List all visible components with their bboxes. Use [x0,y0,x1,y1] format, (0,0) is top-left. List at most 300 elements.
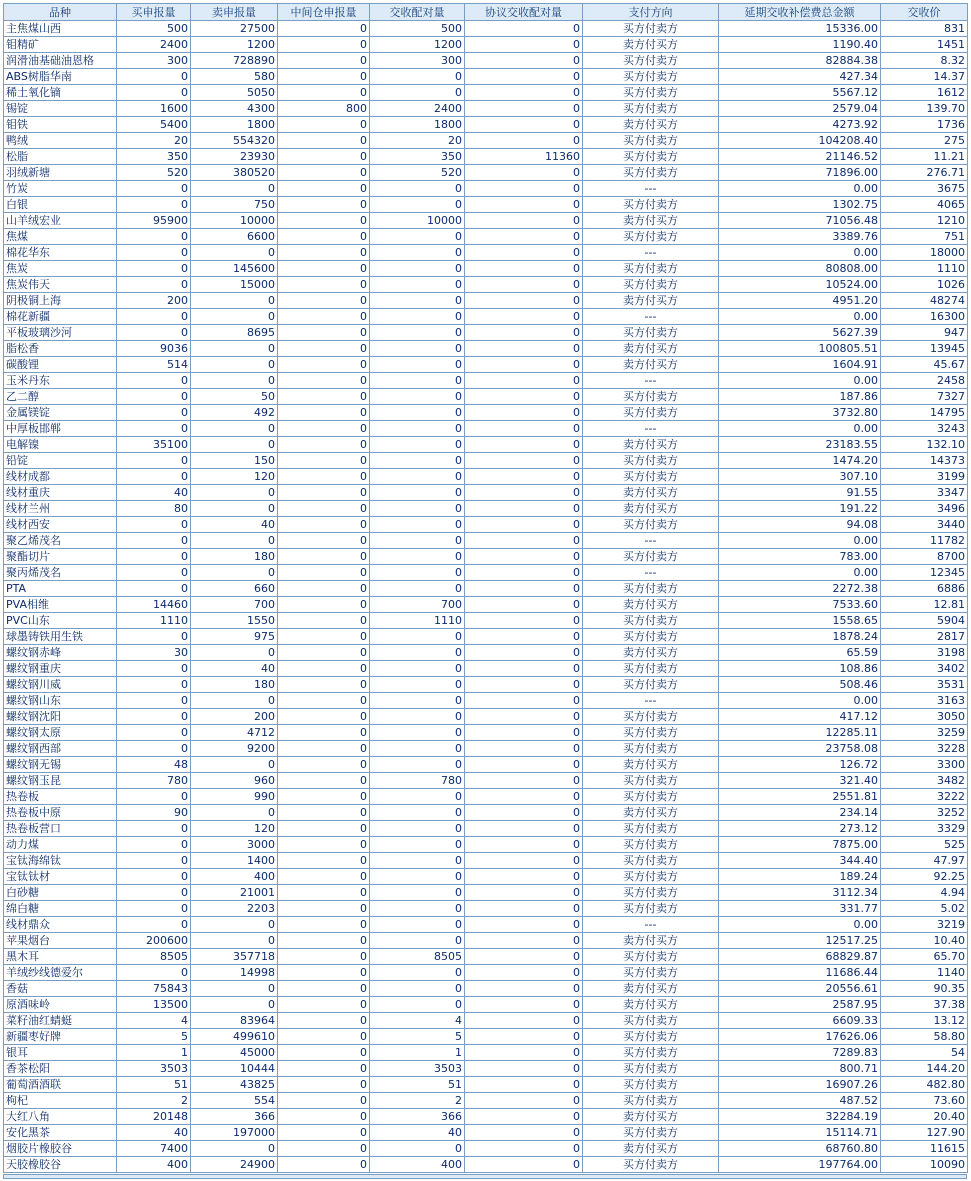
cell-buy-qty: 7400 [117,1141,191,1157]
cell-product: 线材成都 [4,469,117,485]
cell-match-qty: 0 [370,661,465,677]
table-row [4,101,968,117]
cell-match-qty: 10000 [370,213,465,229]
cell-product: 棉花新疆 [4,309,117,325]
table-row [4,949,968,965]
cell-price: 37.38 [881,997,968,1013]
cell-pay-direction: 买方付卖方 [583,725,719,741]
cell-agreement-qty: 0 [465,805,583,821]
table-row [4,53,968,69]
cell-agreement-qty: 0 [465,325,583,341]
table-row [4,341,968,357]
cell-buy-qty: 0 [117,469,191,485]
cell-mid-qty: 0 [278,709,370,725]
cell-compensation: 71896.00 [719,165,881,181]
cell-compensation: 0.00 [719,917,881,933]
table-row [4,277,968,293]
cell-sell-qty: 700 [191,597,278,613]
cell-price: 3163 [881,693,968,709]
cell-match-qty: 0 [370,453,465,469]
cell-match-qty: 0 [370,933,465,949]
table-row [4,1157,968,1173]
cell-mid-qty: 0 [278,165,370,181]
cell-match-qty: 1 [370,1045,465,1061]
table-row [4,261,968,277]
cell-product: 螺纹钢川威 [4,677,117,693]
cell-sell-qty: 0 [191,533,278,549]
cell-product: 竹炭 [4,181,117,197]
cell-mid-qty: 0 [278,277,370,293]
cell-price: 13945 [881,341,968,357]
cell-pay-direction: 卖方付买方 [583,341,719,357]
cell-agreement-qty: 0 [465,1045,583,1061]
cell-match-qty: 520 [370,165,465,181]
cell-mid-qty: 0 [278,645,370,661]
cell-product: 线材西安 [4,517,117,533]
cell-product: 松脂 [4,149,117,165]
cell-compensation: 2551.81 [719,789,881,805]
cell-compensation: 2272.38 [719,581,881,597]
table-row [4,821,968,837]
cell-sell-qty: 400 [191,869,278,885]
cell-compensation: 6609.33 [719,1013,881,1029]
cell-mid-qty: 0 [278,245,370,261]
cell-agreement-qty: 0 [465,901,583,917]
table-row [4,149,968,165]
cell-product: 原酒味岭 [4,997,117,1013]
table-row [4,21,968,37]
cell-sell-qty: 200 [191,709,278,725]
cell-mid-qty: 0 [278,69,370,85]
cell-price: 276.71 [881,165,968,181]
cell-sell-qty: 180 [191,549,278,565]
cell-sell-qty: 0 [191,181,278,197]
cell-agreement-qty: 0 [465,677,583,693]
cell-compensation: 94.08 [719,517,881,533]
cell-sell-qty: 40 [191,661,278,677]
cell-product: 绵白糖 [4,901,117,917]
cell-buy-qty: 0 [117,85,191,101]
cell-buy-qty: 0 [117,693,191,709]
cell-sell-qty: 380520 [191,165,278,181]
cell-match-qty: 0 [370,245,465,261]
cell-mid-qty: 0 [278,613,370,629]
cell-product: 鸭绒 [4,133,117,149]
cell-agreement-qty: 0 [465,421,583,437]
cell-compensation: 82884.38 [719,53,881,69]
cell-sell-qty: 1200 [191,37,278,53]
cell-sell-qty: 145600 [191,261,278,277]
cell-product: 脂松香 [4,341,117,357]
cell-mid-qty: 0 [278,1109,370,1125]
cell-mid-qty: 0 [278,549,370,565]
cell-sell-qty: 197000 [191,1125,278,1141]
cell-sell-qty: 0 [191,245,278,261]
cell-pay-direction: 买方付卖方 [583,901,719,917]
cell-match-qty: 0 [370,373,465,389]
cell-mid-qty: 0 [278,1141,370,1157]
table-row [4,117,968,133]
cell-mid-qty: 0 [278,741,370,757]
cell-mid-qty: 0 [278,133,370,149]
cell-product: 大红八角 [4,1109,117,1125]
cell-pay-direction: 卖方付买方 [583,997,719,1013]
cell-buy-qty: 0 [117,661,191,677]
cell-price: 3496 [881,501,968,517]
cell-product: 阴极铜上海 [4,293,117,309]
cell-pay-direction: 买方付卖方 [583,69,719,85]
table-row [4,597,968,613]
cell-buy-qty: 0 [117,69,191,85]
cell-product: 乙二醇 [4,389,117,405]
cell-product: 螺纹钢山东 [4,693,117,709]
cell-agreement-qty: 0 [465,1061,583,1077]
cell-buy-qty: 0 [117,549,191,565]
cell-match-qty: 0 [370,997,465,1013]
table-row [4,645,968,661]
cell-sell-qty: 0 [191,693,278,709]
cell-mid-qty: 0 [278,421,370,437]
cell-compensation: 20556.61 [719,981,881,997]
cell-buy-qty: 13500 [117,997,191,1013]
cell-agreement-qty: 0 [465,53,583,69]
cell-match-qty: 0 [370,405,465,421]
cell-compensation: 0.00 [719,565,881,581]
cell-agreement-qty: 0 [465,613,583,629]
table-row [4,1013,968,1029]
cell-agreement-qty: 0 [465,1157,583,1173]
cell-buy-qty: 75843 [117,981,191,997]
cell-mid-qty: 0 [278,901,370,917]
cell-sell-qty: 0 [191,1141,278,1157]
cell-pay-direction: 卖方付买方 [583,357,719,373]
cell-mid-qty: 0 [278,261,370,277]
table-row [4,165,968,181]
cell-match-qty: 0 [370,341,465,357]
cell-price: 18000 [881,245,968,261]
cell-mid-qty: 0 [278,149,370,165]
cell-compensation: 197764.00 [719,1157,881,1173]
cell-compensation: 783.00 [719,549,881,565]
cell-product: 菜籽油红蜻蜓 [4,1013,117,1029]
table-row [4,213,968,229]
cell-agreement-qty: 0 [465,741,583,757]
cell-sell-qty: 14998 [191,965,278,981]
cell-match-qty: 0 [370,757,465,773]
cell-price: 14373 [881,453,968,469]
cell-buy-qty: 0 [117,229,191,245]
cell-match-qty: 0 [370,277,465,293]
cell-mid-qty: 0 [278,757,370,773]
cell-buy-qty: 4 [117,1013,191,1029]
table-row [4,309,968,325]
cell-match-qty: 0 [370,837,465,853]
cell-pay-direction: 买方付卖方 [583,325,719,341]
cell-pay-direction: 卖方付买方 [583,293,719,309]
cell-sell-qty: 0 [191,373,278,389]
cell-match-qty: 0 [370,1141,465,1157]
cell-sell-qty: 150 [191,453,278,469]
cell-product: 烟胶片橡胶谷 [4,1141,117,1157]
cell-compensation: 126.72 [719,757,881,773]
cell-agreement-qty: 0 [465,597,583,613]
cell-mid-qty: 0 [278,21,370,37]
cell-agreement-qty: 0 [465,309,583,325]
cell-match-qty: 500 [370,21,465,37]
cell-agreement-qty: 0 [465,357,583,373]
table-row [4,629,968,645]
cell-compensation: 15336.00 [719,21,881,37]
cell-match-qty: 0 [370,821,465,837]
cell-sell-qty: 0 [191,421,278,437]
cell-product: 羽绒新塘 [4,165,117,181]
cell-pay-direction: 买方付卖方 [583,741,719,757]
cell-match-qty: 400 [370,1157,465,1173]
cell-match-qty: 0 [370,325,465,341]
cell-price: 58.80 [881,1029,968,1045]
cell-compensation: 1190.40 [719,37,881,53]
cell-match-qty: 0 [370,517,465,533]
cell-buy-qty: 0 [117,533,191,549]
cell-pay-direction: 买方付卖方 [583,133,719,149]
cell-price: 3300 [881,757,968,773]
cell-sell-qty: 10000 [191,213,278,229]
cell-buy-qty: 0 [117,277,191,293]
cell-agreement-qty: 0 [465,469,583,485]
cell-price: 7327 [881,389,968,405]
cell-mid-qty: 0 [278,933,370,949]
header-price: 交收价 [881,4,968,21]
table-row [4,837,968,853]
table-row [4,1045,968,1061]
cell-product: 钼铁 [4,117,117,133]
cell-pay-direction: --- [583,373,719,389]
cell-compensation: 11686.44 [719,965,881,981]
cell-sell-qty: 24900 [191,1157,278,1173]
cell-mid-qty: 0 [278,213,370,229]
cell-pay-direction: 卖方付买方 [583,933,719,949]
cell-compensation: 2587.95 [719,997,881,1013]
cell-agreement-qty: 0 [465,405,583,421]
cell-mid-qty: 0 [278,469,370,485]
cell-match-qty: 5 [370,1029,465,1045]
cell-compensation: 68760.80 [719,1141,881,1157]
cell-pay-direction: --- [583,693,719,709]
cell-price: 3482 [881,773,968,789]
cell-sell-qty: 0 [191,309,278,325]
cell-agreement-qty: 0 [465,629,583,645]
cell-buy-qty: 200 [117,293,191,309]
cell-agreement-qty: 0 [465,693,583,709]
cell-compensation: 15114.71 [719,1125,881,1141]
cell-price: 16300 [881,309,968,325]
cell-match-qty: 0 [370,565,465,581]
cell-pay-direction: 买方付卖方 [583,197,719,213]
cell-price: 14.37 [881,69,968,85]
cell-buy-qty: 3503 [117,1061,191,1077]
cell-mid-qty: 0 [278,437,370,453]
cell-price: 5904 [881,613,968,629]
cell-pay-direction: 买方付卖方 [583,1045,719,1061]
cell-buy-qty: 2400 [117,37,191,53]
cell-match-qty: 1800 [370,117,465,133]
cell-sell-qty: 0 [191,357,278,373]
cell-pay-direction: 买方付卖方 [583,165,719,181]
cell-agreement-qty: 0 [465,373,583,389]
cell-match-qty: 40 [370,1125,465,1141]
cell-compensation: 4951.20 [719,293,881,309]
cell-price: 2817 [881,629,968,645]
cell-product: PTA [4,581,117,597]
cell-price: 11615 [881,1141,968,1157]
header-row [4,4,968,21]
cell-price: 132.10 [881,437,968,453]
cell-pay-direction: 买方付卖方 [583,549,719,565]
cell-product: 螺纹钢无锡 [4,757,117,773]
cell-mid-qty: 0 [278,341,370,357]
cell-price: 11.21 [881,149,968,165]
table-row [4,405,968,421]
cell-product: 苹果烟台 [4,933,117,949]
cell-price: 3402 [881,661,968,677]
cell-pay-direction: 卖方付买方 [583,1141,719,1157]
cell-price: 1210 [881,213,968,229]
cell-buy-qty: 0 [117,405,191,421]
cell-agreement-qty: 0 [465,1077,583,1093]
cell-price: 275 [881,133,968,149]
table-row [4,853,968,869]
cell-buy-qty: 0 [117,373,191,389]
cell-match-qty: 350 [370,149,465,165]
cell-agreement-qty: 0 [465,565,583,581]
cell-buy-qty: 30 [117,645,191,661]
cell-compensation: 16907.26 [719,1077,881,1093]
cell-buy-qty: 500 [117,21,191,37]
cell-match-qty: 0 [370,197,465,213]
cell-mid-qty: 0 [278,885,370,901]
cell-sell-qty: 15000 [191,277,278,293]
cell-mid-qty: 0 [278,677,370,693]
cell-agreement-qty: 0 [465,1141,583,1157]
cell-agreement-qty: 0 [465,197,583,213]
cell-buy-qty: 200600 [117,933,191,949]
cell-product: 线材鼎众 [4,917,117,933]
cell-compensation: 427.34 [719,69,881,85]
cell-product: ABS树脂华南 [4,69,117,85]
cell-price: 144.20 [881,1061,968,1077]
cell-match-qty: 780 [370,773,465,789]
cell-buy-qty: 400 [117,1157,191,1173]
cell-mid-qty: 0 [278,981,370,997]
cell-pay-direction: 卖方付买方 [583,213,719,229]
cell-buy-qty: 0 [117,901,191,917]
cell-sell-qty: 6600 [191,229,278,245]
cell-product: 聚酯切片 [4,549,117,565]
cell-match-qty: 0 [370,677,465,693]
table-row [4,1077,968,1093]
cell-sell-qty: 0 [191,917,278,933]
cell-compensation: 1302.75 [719,197,881,213]
cell-match-qty: 0 [370,357,465,373]
cell-mid-qty: 0 [278,1157,370,1173]
cell-product: 葡萄酒酒联 [4,1077,117,1093]
cell-pay-direction: 买方付卖方 [583,885,719,901]
cell-compensation: 7875.00 [719,837,881,853]
cell-price: 139.70 [881,101,968,117]
cell-product: 球墨铸铁用生铁 [4,629,117,645]
table-row [4,565,968,581]
cell-pay-direction: 买方付卖方 [583,581,719,597]
cell-pay-direction: 买方付卖方 [583,277,719,293]
cell-product: 螺纹钢沈阳 [4,709,117,725]
cell-product: 螺纹钢重庆 [4,661,117,677]
cell-buy-qty: 40 [117,485,191,501]
cell-sell-qty: 21001 [191,885,278,901]
table-row [4,789,968,805]
cell-price: 3252 [881,805,968,821]
cell-sell-qty: 1400 [191,853,278,869]
cell-match-qty: 300 [370,53,465,69]
cell-pay-direction: 买方付卖方 [583,405,719,421]
table-row [4,453,968,469]
cell-match-qty: 0 [370,725,465,741]
cell-sell-qty: 366 [191,1109,278,1125]
cell-match-qty: 0 [370,581,465,597]
header-sell-qty: 卖申报量 [191,4,278,21]
table-row [4,661,968,677]
cell-match-qty: 0 [370,69,465,85]
cell-buy-qty: 5400 [117,117,191,133]
cell-mid-qty: 0 [278,581,370,597]
cell-buy-qty: 0 [117,453,191,469]
cell-pay-direction: 买方付卖方 [583,1029,719,1045]
cell-match-qty: 0 [370,917,465,933]
cell-mid-qty: 0 [278,805,370,821]
cell-sell-qty: 0 [191,565,278,581]
cell-price: 1026 [881,277,968,293]
cell-pay-direction: 买方付卖方 [583,1125,719,1141]
cell-sell-qty: 990 [191,789,278,805]
cell-compensation: 187.86 [719,389,881,405]
cell-product: 天胶橡胶谷 [4,1157,117,1173]
cell-product: 玉米丹东 [4,373,117,389]
cell-match-qty: 0 [370,85,465,101]
cell-price: 3222 [881,789,968,805]
cell-mid-qty: 0 [278,837,370,853]
cell-compensation: 71056.48 [719,213,881,229]
cell-product: PVA相维 [4,597,117,613]
table-row [4,549,968,565]
cell-agreement-qty: 0 [465,453,583,469]
cell-compensation: 2579.04 [719,101,881,117]
cell-agreement-qty: 0 [465,1013,583,1029]
cell-compensation: 0.00 [719,181,881,197]
cell-buy-qty: 0 [117,885,191,901]
cell-match-qty: 20 [370,133,465,149]
cell-sell-qty: 83964 [191,1013,278,1029]
cell-price: 65.70 [881,949,968,965]
cell-pay-direction: 买方付卖方 [583,709,719,725]
cell-mid-qty: 0 [278,917,370,933]
cell-product: 金属镁锭 [4,405,117,421]
cell-agreement-qty: 0 [465,245,583,261]
cell-mid-qty: 0 [278,997,370,1013]
cell-agreement-qty: 0 [465,661,583,677]
cell-pay-direction: 卖方付买方 [583,597,719,613]
cell-buy-qty: 0 [117,325,191,341]
table-row [4,1125,968,1141]
cell-mid-qty: 0 [278,869,370,885]
